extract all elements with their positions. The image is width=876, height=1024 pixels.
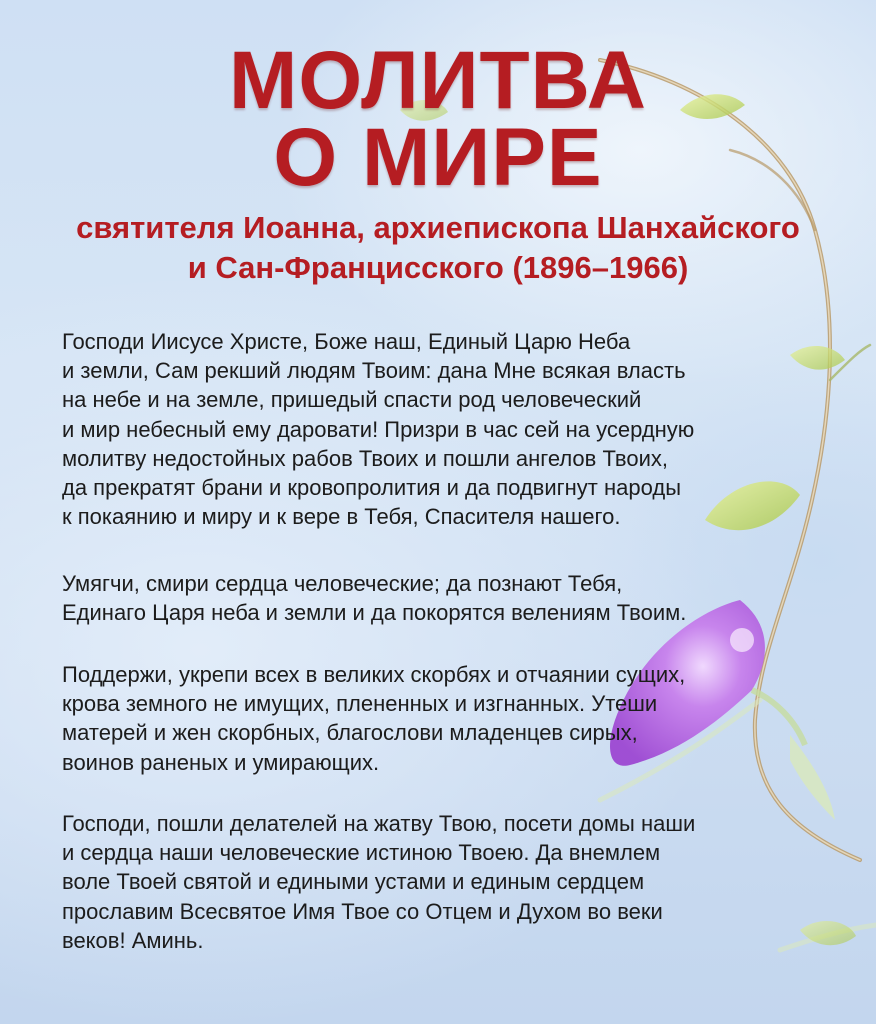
prayer-paragraph-4 xyxy=(62,809,842,955)
text-line: воинов раненых и умирающих. xyxy=(62,749,380,775)
prayer-paragraph-1 xyxy=(62,327,842,531)
text-line: и сердца наши человеческие истиною Твоею. Да внемлем xyxy=(62,840,661,866)
title-line-2: О МИРЕ xyxy=(273,112,603,203)
text-line: веков! Аминь. xyxy=(62,927,204,953)
text-line: молитву недостойных рабов Твоих и пошли ангелов Твоих, xyxy=(62,445,668,471)
text-line: на небе и на земле, пришедый спасти род человеческий xyxy=(62,387,642,413)
text-line: и земли, Сам рекший людям Твоим: дана Мне всякая власть xyxy=(62,358,686,384)
text-line: воле Твоей святой и едиными устами и единым сердцем xyxy=(62,869,645,895)
text-line: да прекратят брани и кровопролития и да подвигнут народы xyxy=(62,475,682,501)
text-line: Единаго Царя неба и земли и да покорятся велениям Твоим. xyxy=(62,600,687,626)
prayer-paragraph-2 xyxy=(62,569,842,627)
title-line-1: МОЛИТВА xyxy=(229,35,647,126)
text-line: матерей и жен скорбных, благослови младенцев сирых, xyxy=(62,720,638,746)
text-line: прославим Всесвятое Имя Твое со Отцем и Духом во веки xyxy=(62,898,663,924)
subtitle-line-1: святителя Иоанна, архиепископа Шанхайского xyxy=(76,210,800,245)
text-line: и мир небесный ему даровати! Призри в час сей на усердную xyxy=(62,416,695,442)
text-line: Умягчи, смири сердца человеческие; да познают Тебя, xyxy=(62,571,623,596)
text-line: к покаянию и миру и к вере в Тебя, Спасителя нашего. xyxy=(62,504,621,530)
text-line: крова земного не имущих, плененных и изгнанных. Утеши xyxy=(62,691,658,717)
prayer-paragraph-3 xyxy=(62,660,842,777)
text-line: Господи Иисусе Христе, Боже наш, Единый Царю Неба xyxy=(62,329,631,354)
text-line: Господи, пошли делателей на жатву Твою, посети домы наши xyxy=(62,811,696,836)
subtitle-line-2: и Сан-Францисского (1896–1966) xyxy=(187,250,689,285)
text-line: Поддержи, укрепи всех в великих скорбях и отчаянии сущих, xyxy=(62,662,686,687)
